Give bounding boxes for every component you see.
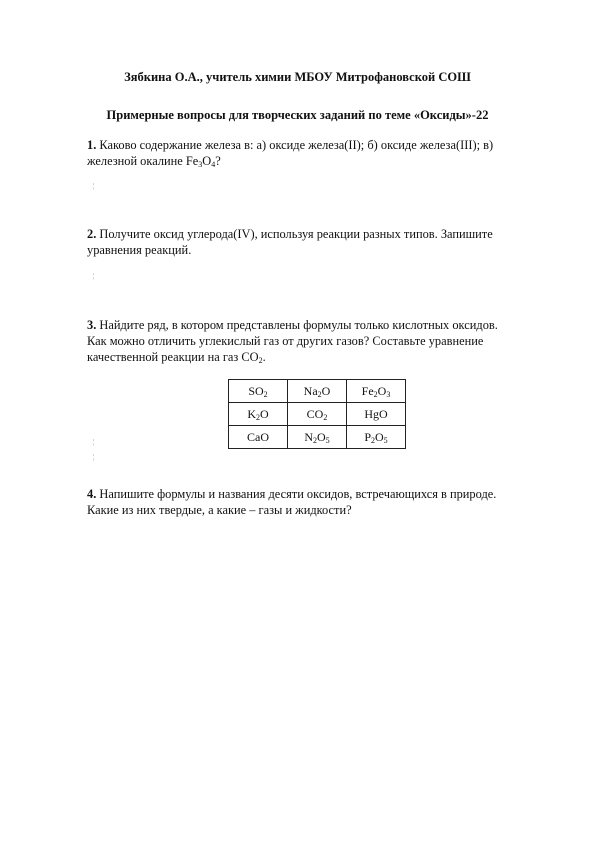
question-2 [87,226,557,258]
question-4-text: Напишите формулы и названия десяти оксидов, встречающихся в природе. [99,487,497,501]
question-2-line-2: уравнения реакций. [87,243,192,257]
question-4-line-2: Какие из них твердые, а какие – газы и жидкости? [87,503,352,517]
question-4-line-1 [87,486,557,502]
table-cell: $Na_2O$ [288,380,347,403]
question-2-text: Получите оксид углерода(IV), используя реакции разных типов. Запишите [99,227,493,241]
table-row [229,426,406,449]
question-3-line-2: Как можно отличить углекислый газ от других газов? Составьте уравнение [87,334,484,348]
topic-title: Примерные вопросы для творческих заданий по теме «Оксиды»-22 [106,108,489,122]
table-cell: $SO_2$ [229,380,288,403]
question-1-formula-mid: O [202,154,212,168]
margin-mark: ¦ [93,453,95,461]
question-1-sub-1: 3 [198,160,203,169]
author-line: Зябкина О.А., учитель химии МБОУ Митрофановской СОШ [124,70,471,84]
question-4 [87,486,557,518]
question-1-formula-prefix: железной окалине Fe [87,154,199,168]
question-1-number: 1. [87,138,97,152]
question-1-text: Каково содержание железа в: а) оксиде железа(II); б) оксиде железа(III); в) [99,138,494,152]
table-row [229,403,406,426]
table-cell: $N_2O_5$ [288,426,347,449]
question-1-sub-2: 4 [211,160,216,169]
table-cell: HgO [347,403,406,426]
question-1-suffix: ? [215,154,221,168]
table-cell: $Fe_2O_3$ [347,380,406,403]
question-3-number: 3. [87,318,97,332]
table-cell: $K_2O$ [229,403,288,426]
question-4-number: 4. [87,487,97,501]
table-row [229,380,406,403]
oxides-table [228,379,406,449]
table-cell: $P_2O_5$ [347,426,406,449]
margin-mark: ¦ [93,182,95,190]
question-2-line-1 [87,226,557,242]
question-3-line-1 [87,317,557,333]
margin-mark: ¦ [93,272,95,280]
margin-mark: ¦ [93,438,95,446]
question-3-formula-prefix: качественной реакции на газ CO [87,350,259,364]
question-3 [87,317,557,365]
question-1 [87,137,557,169]
question-3-sub: 2 [258,356,263,365]
question-1-line-1 [87,137,557,153]
question-2-number: 2. [87,227,97,241]
question-1-line-2 [87,153,557,169]
question-3-text: Найдите ряд, в котором представлены формулы только кислотных оксидов. [99,318,498,332]
table-cell: $CO_2$ [288,403,347,426]
table-cell: CaO [229,426,288,449]
question-3-suffix: . [262,350,266,364]
question-3-line-3 [87,349,557,365]
